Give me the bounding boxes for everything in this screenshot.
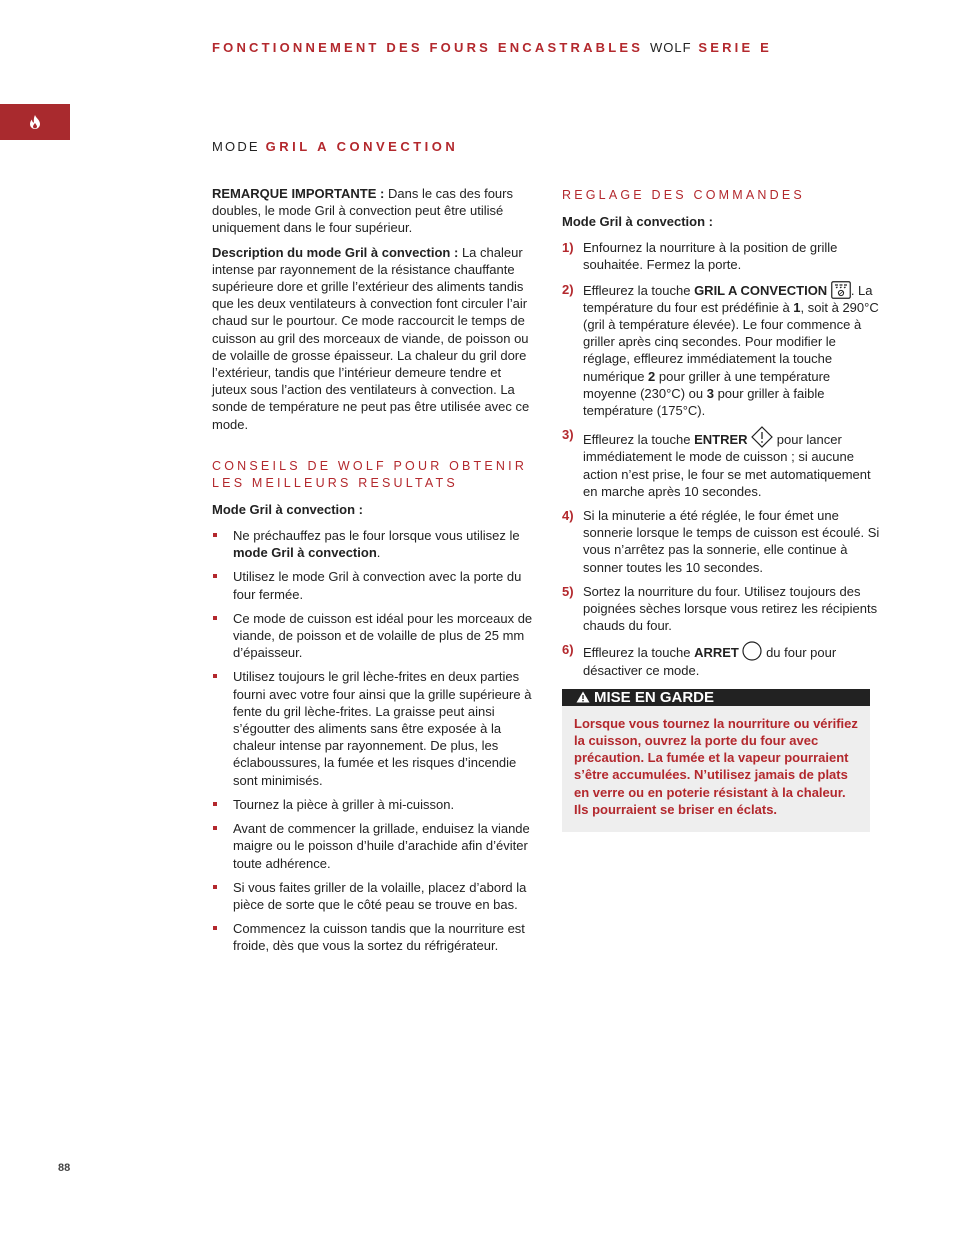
mode-prefix: MODE bbox=[212, 139, 260, 154]
key-name: GRIL A CONVECTION bbox=[694, 282, 828, 298]
remarque-text: Dans le cas des fours doubles, le mode Gril à convection peut être utilisé uniquement dans le four supérieur. bbox=[212, 186, 513, 236]
step-bold: 3 bbox=[706, 385, 714, 401]
tip-text: Tournez la pièce à griller à mi-cuisson. bbox=[233, 796, 455, 812]
conseils-subheading: Mode Gril à convection : bbox=[212, 501, 363, 517]
list-item bbox=[212, 920, 534, 954]
step-text: pour griller à une température moyenne (230°C) ou bbox=[583, 368, 831, 401]
step-text: Effleurez la touche bbox=[583, 432, 695, 448]
step-text: , soit à 290°C (gril à température élevée). Le four commence à griller après cinq secondes. Pour modifier le réglage, effleurez immédiatement la touche numérique bbox=[583, 299, 879, 384]
list-item bbox=[212, 879, 534, 913]
tip-text: Si vous faites griller de la volaille, placez d’abord la pièce de sorte que le côté peau se trouve en bas. bbox=[233, 879, 527, 912]
list-item bbox=[562, 239, 882, 273]
step-text: pour lancer immédiatement le mode de cuisson ; si aucune action n’est prise, le four se met automatiquement en marche après 10 secondes. bbox=[583, 432, 871, 499]
bullet-icon bbox=[213, 533, 217, 537]
step-text: . La température du four est prédéfinie à bbox=[583, 282, 873, 315]
list-item bbox=[212, 796, 534, 813]
bullet-icon bbox=[213, 885, 217, 889]
enter-key-icon bbox=[751, 426, 773, 448]
tip-text: Ne préchauffez pas le four lorsque vous utilisez le bbox=[233, 528, 520, 544]
list-item bbox=[562, 426, 882, 500]
tips-list bbox=[212, 527, 534, 954]
tip-text: Utilisez toujours le gril lèche-frites en deux parties fourni avec votre four ainsi que la grille supérieure à fente du gril lèche-frites. La graisse peut ainsi s’égoutter des aliments sans être exposée à la chaleur intense par rayonnement. De plus, les éclaboussures, la fumée et les risques d’incendie sont minimisés. bbox=[233, 669, 532, 788]
bullet-icon bbox=[213, 674, 217, 678]
list-item bbox=[212, 668, 534, 788]
step-text: Enfournez la nourriture à la position de grille souhaitée. Fermez la porte. bbox=[583, 240, 838, 273]
left-column bbox=[212, 185, 534, 962]
bullet-icon bbox=[213, 826, 217, 830]
tip-text: Utilisez le mode Gril à convection avec la porte du four fermée. bbox=[233, 569, 522, 602]
step-number: 1) bbox=[562, 240, 574, 256]
bullet-icon bbox=[213, 574, 217, 578]
warning-triangle-icon bbox=[576, 691, 590, 703]
list-item bbox=[212, 820, 534, 872]
mode-title bbox=[212, 139, 458, 154]
mode-name: GRIL A CONVECTION bbox=[265, 139, 459, 154]
section-tab bbox=[0, 104, 70, 140]
tip-text: Avant de commencer la grillade, enduisez la viande maigre ou le poisson d’huile d’arachide afin d’éviter toute adhérence. bbox=[233, 821, 530, 871]
step-number: 6) bbox=[562, 642, 574, 658]
warning-title: MISE EN GARDE bbox=[594, 688, 715, 706]
description-label: Description du mode Gril à convection : bbox=[212, 244, 459, 260]
page-number: 88 bbox=[58, 1162, 71, 1174]
header-series: SERIE E bbox=[698, 40, 773, 55]
tip-bold: mode Gril à convection bbox=[233, 545, 377, 561]
tip-text: Commencez la cuisson tandis que la nourriture est froide, dès que vous la sortez du réfrigérateur. bbox=[233, 921, 525, 954]
conseils-heading bbox=[212, 458, 534, 492]
right-column bbox=[562, 187, 882, 832]
convection-grill-key-icon bbox=[831, 281, 851, 299]
list-item bbox=[562, 281, 882, 420]
step-text: Sortez la nourriture du four. Utilisez toujours des poignées sèches lorsque vous retirez les récipients chauds du four. bbox=[583, 583, 878, 634]
step-text: Effleurez la touche bbox=[583, 282, 695, 298]
reglage-subheading: Mode Gril à convection : bbox=[562, 214, 713, 229]
step-number: 2) bbox=[562, 281, 574, 297]
off-key-icon bbox=[742, 641, 762, 661]
step-text: Si la minuterie a été réglée, le four émet une sonnerie lorsque le temps de cuisson est écoulé. Si vous n’arrêtez pas la sonnerie, elle continue à sonner toutes les 10 secondes. bbox=[583, 508, 880, 575]
page-header bbox=[212, 40, 772, 55]
reglage-heading: REGLAGE DES COMMANDES bbox=[562, 188, 805, 202]
header-title: FONCTIONNEMENT DES FOURS ENCASTRABLES bbox=[212, 40, 644, 55]
step-text: du four pour désactiver ce mode. bbox=[583, 645, 837, 678]
key-name: ENTRER bbox=[694, 432, 748, 448]
warning-header bbox=[562, 689, 870, 706]
warning-text: Lorsque vous tournez la nourriture ou vérifiez la cuisson, ouvrez la porte du four avec précaution. La fumée et la vapeur pourraient s’être accumulées. N’utilisez jamais de plats en verre ou en poterie résistant à la chaleur. Ils pourraient se briser en éclats. bbox=[562, 706, 870, 832]
list-item bbox=[562, 583, 882, 635]
key-name: ARRET bbox=[694, 645, 739, 661]
description-paragraph bbox=[212, 244, 534, 433]
warning-box bbox=[562, 689, 870, 832]
conseils-heading-line2: LES MEILLEURS RESULTATS bbox=[212, 475, 458, 490]
remarque-label: REMARQUE IMPORTANTE : bbox=[212, 186, 385, 201]
tip-text: . bbox=[376, 545, 381, 561]
step-text: Effleurez la touche bbox=[583, 645, 695, 661]
steps-list bbox=[562, 239, 882, 679]
step-bold: 1 bbox=[793, 299, 801, 315]
step-text: pour griller à faible température (175°C). bbox=[583, 385, 825, 419]
step-number: 3) bbox=[562, 427, 574, 443]
remarque-paragraph bbox=[212, 185, 534, 237]
list-item bbox=[562, 507, 882, 576]
list-item bbox=[212, 527, 534, 561]
step-bold: 2 bbox=[648, 368, 656, 384]
flame-icon bbox=[29, 115, 41, 129]
tip-text: Ce mode de cuisson est idéal pour les morceaux de viande, de poisson et de volaille de plus de 25 mm d’épaisseur. bbox=[233, 610, 533, 661]
list-item bbox=[212, 568, 534, 602]
list-item bbox=[212, 610, 534, 662]
bullet-icon bbox=[213, 616, 217, 620]
bullet-icon bbox=[213, 802, 217, 806]
conseils-heading-line1: CONSEILS DE WOLF POUR OBTENIR bbox=[212, 458, 528, 473]
header-brand: WOLF bbox=[649, 40, 692, 55]
bullet-icon bbox=[213, 926, 217, 930]
description-text: La chaleur intense par rayonnement de la résistance chauffante supérieure dore et grille l’extérieur des aliments tandis que les deux ventilateurs à convection font circuler l’air chaud sur le pourtour. Ce mode raccourcit le temps de cuisson au gril des morceaux de viande, de poisson ou de volaille de grosse épaisseur. La chaleur du gril dore l’extérieur, tandis que l’intérieur demeure tendre et juteux sous l’action des ventilateurs à convection. La sonde de température ne peut pas être utilisée avec ce mode. bbox=[212, 244, 530, 432]
list-item bbox=[562, 641, 882, 678]
step-number: 5) bbox=[562, 583, 574, 599]
step-number: 4) bbox=[562, 508, 574, 524]
